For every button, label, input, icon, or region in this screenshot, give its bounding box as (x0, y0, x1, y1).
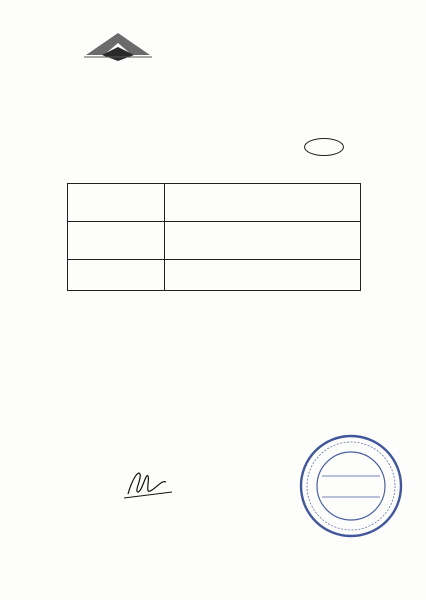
table-value (165, 184, 361, 222)
table-value (165, 222, 361, 260)
certificate-table (67, 183, 361, 291)
handwritten-signature (118, 462, 178, 502)
table-row (68, 222, 361, 260)
body-text (68, 300, 368, 318)
official-stamp-icon (298, 431, 404, 541)
table-value (165, 260, 361, 291)
table-label-cell (68, 222, 165, 260)
table-label-cell (68, 184, 165, 222)
oval-mark (304, 138, 344, 156)
table-label-cell (68, 260, 165, 291)
table-row (68, 184, 361, 222)
logo-icon (78, 27, 158, 75)
table-row (68, 260, 361, 291)
